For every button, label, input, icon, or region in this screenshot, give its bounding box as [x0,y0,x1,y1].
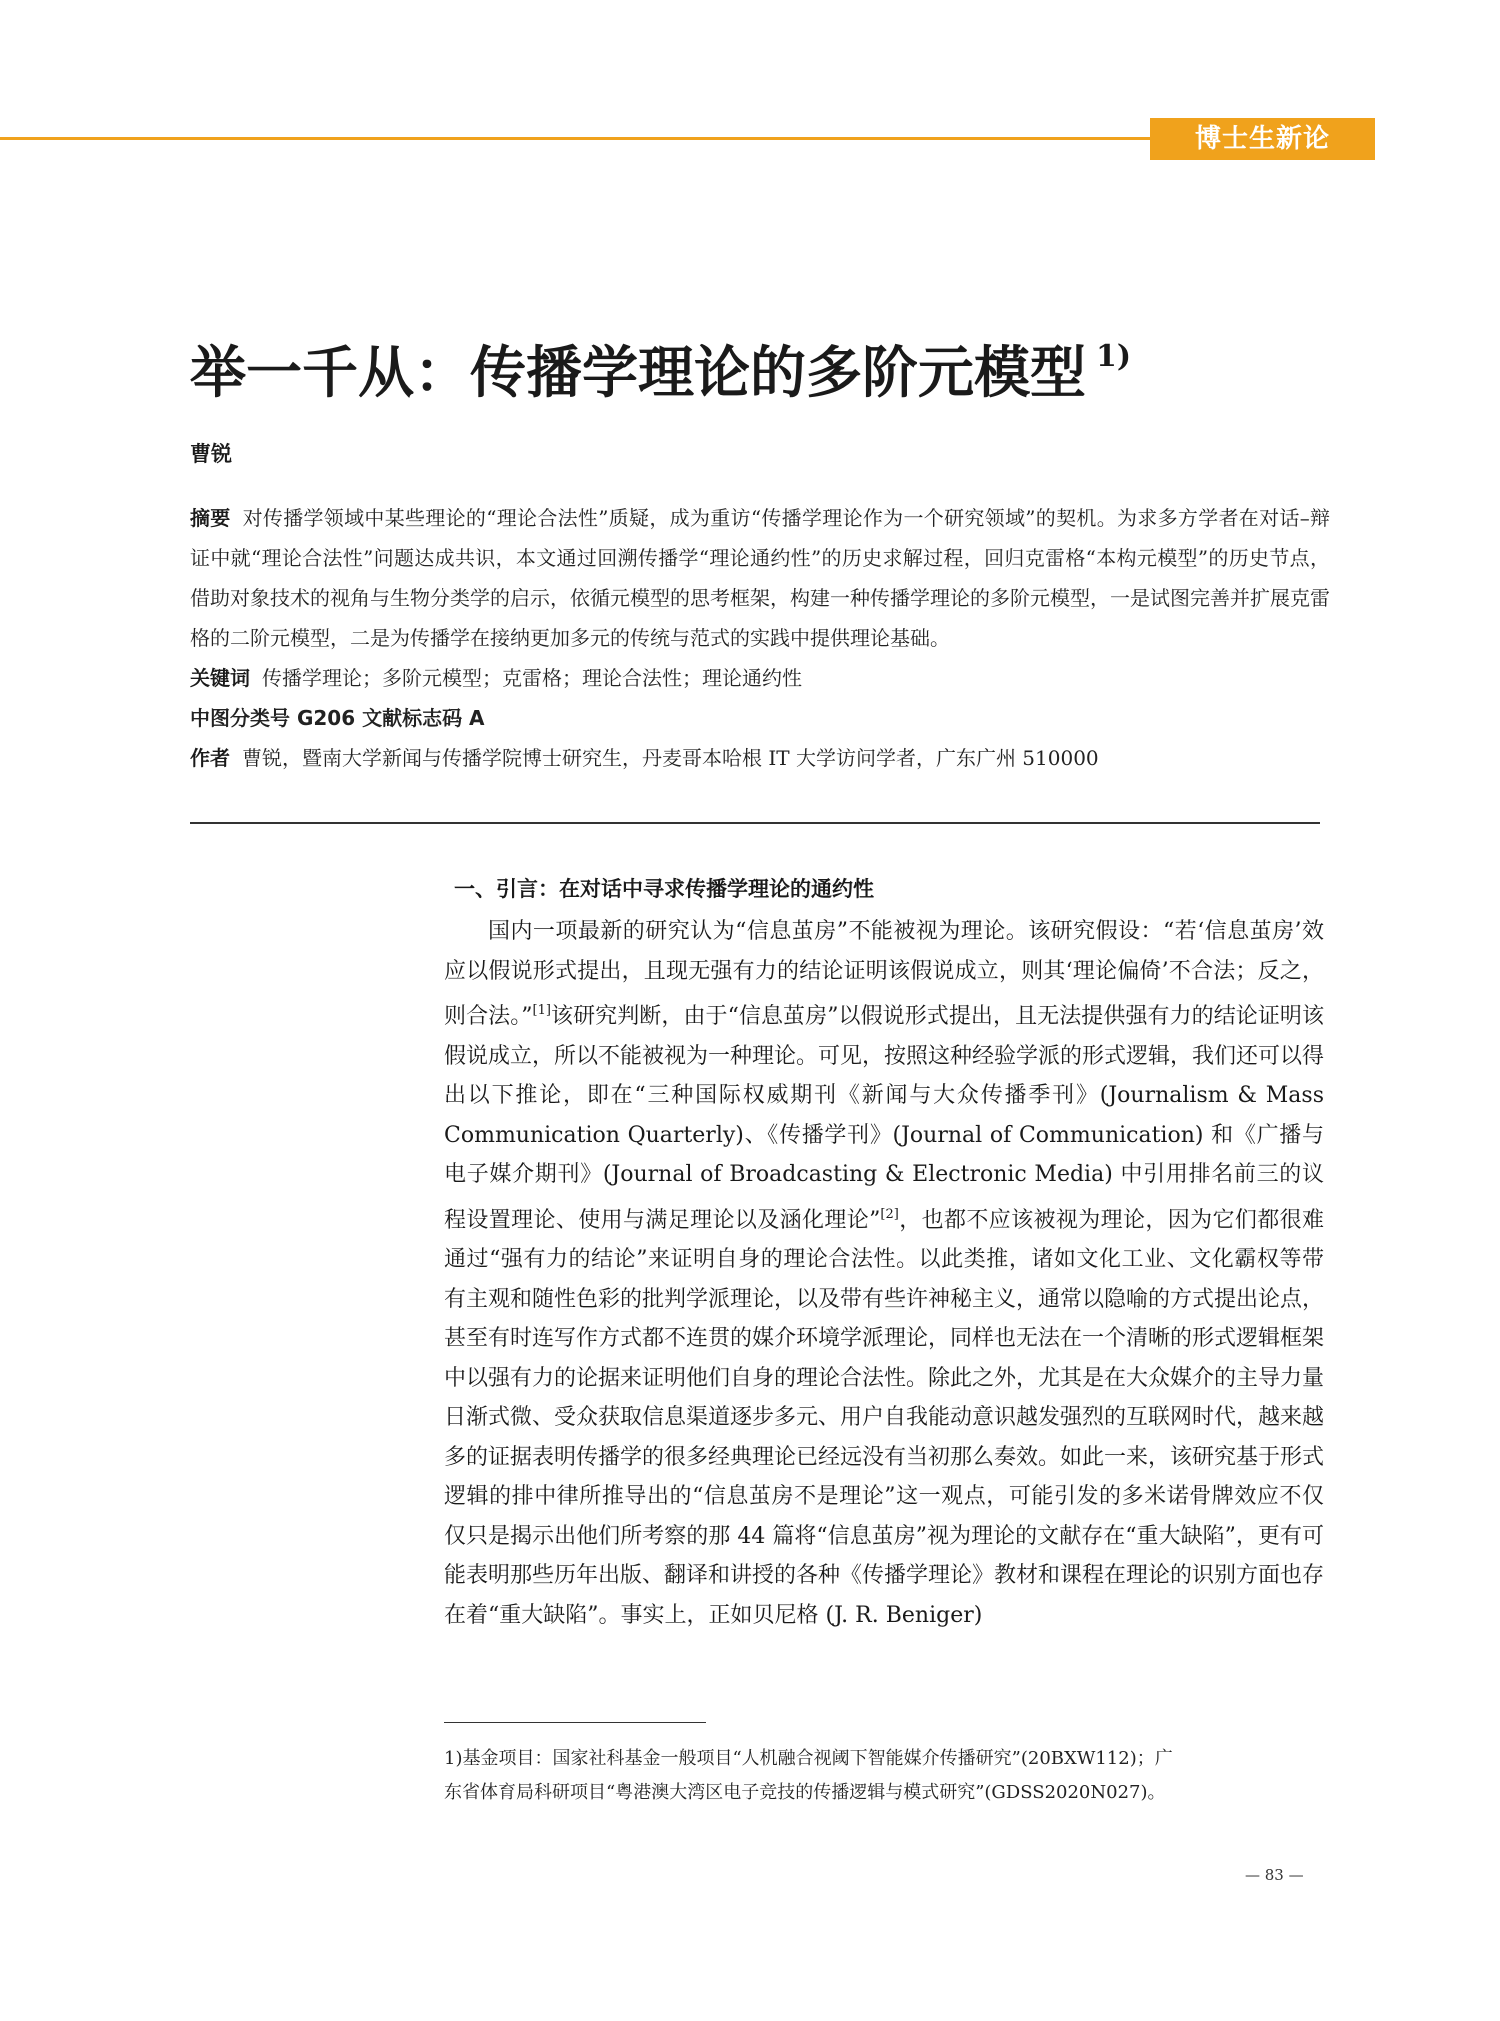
body-text-a: 国内一项最新的研究认为“信息茧房”不能被视为理论。该研究假设：“若‘信息茧房’效应以假说形式提出，且现无强有力的结论证明该假说成立，则其‘理论偏倚’不合法；反之，则合法。” [444,919,1324,1029]
article-title [190,322,1340,408]
article-meta [190,498,1330,778]
abstract-text: 对传播学领域中某些理论的“理论合法性”质疑，成为重访“传播学理论作为一个研究领域”的契机。为求多方学者在对话–辩证中就“理论合法性”问题达成共识，本文通过回溯传播学“理论通约性”的历史求解过程，回归克雷格“本构元模型”的历史节点，借助对象技术的视角与生物分类学的启示，依循元模型的思考框架，构建一种传播学理论的多阶元模型，一是试图完善并扩展克雷格的二阶元模型，二是为传播学在接纳更加多元的传统与范式的实践中提供理论基础。 [190,506,1331,650]
abstract-label: 摘要 [190,506,231,530]
author-name: 曹锐 [190,442,232,466]
footnote-line: 1)基金项目：国家社科基金一般项目“人机融合视阈下智能媒介传播研究”(20BXW112)；广 [444,1748,1173,1769]
footnote-line: 东省体育局科研项目“粤港澳大湾区电子竞技的传播逻辑与模式研究”(GDSS2020N027)。 [444,1782,1166,1803]
divider [190,822,1320,824]
page-number: — 83 — [1245,1866,1304,1884]
header-rule [0,137,1150,140]
title-footnote-marker: 1) [1096,339,1132,374]
classification [190,698,1330,738]
section-heading: 一、引言：在对话中寻求传播学理论的通约性 [454,877,874,901]
footnote-rule [444,1722,706,1723]
footnote [444,1742,1324,1810]
citation-marker: [2] [880,1206,899,1222]
body-text-b: 该研究判断，由于“信息茧房”以假说形式提出，且无法提供强有力的结论证明该假说成立，所以不能被视为一种理论。可见，按照这种经验学派的形式逻辑，我们还可以得出以下推论，即在“三种国际权威期刊《新闻与大众传播季刊》(Journalism & Mass Communication Quarterly)、《传播学刊》(Journal of Communication) 和《广播与电子媒介期刊》(Journal of Broadcasting & Electronic Media) 中引用排名前三的议程设置理论、使用与满足理论以及涵化理论” [444,1004,1325,1233]
classification-text: 中图分类号 G206 文献标志码 A [190,706,485,730]
main-body [444,872,1324,1635]
keywords [190,658,1330,698]
keywords-label: 关键词 [190,666,250,690]
body-text-c: ，也都不应该被视为理论，因为它们都很难通过“强有力的结论”来证明自身的理论合法性。以此类推，诸如文化工业、文化霸权等带有主观和随性色彩的批判学派理论，以及带有些许神秘主义，通常以隐喻的方式提出论点，甚至有时连写作方式都不连贯的媒介环境学派理论，同样也无法在一个清晰的形式逻辑框架中以强有力的论据来证明他们自身的理论合法性。除此之外，尤其是在大众媒介的主导力量日渐式微、受众获取信息渠道逐步多元、用户自我能动意识越发强烈的互联网时代，越来越多的证据表明传播学的很多经典理论已经远没有当初那么奏效。如此一来，该研究基于形式逻辑的排中律所推导出的“信息茧房不是理论”这一观点，可能引发的多米诺骨牌效应不仅仅只是揭示出他们所考察的那 44 篇将“信息茧房”视为理论的文献存在“重大缺陷”，更有可能表明那些历年出版、翻译和讲授的各种《传播学理论》教材和课程在理论的识别方面也存在着“重大缺陷”。事实上，正如贝尼格 (J. R. Beniger) [444,1207,1325,1628]
citation-marker: [1] [532,1003,551,1018]
section-tag: 博士生新论 [1150,118,1375,160]
keywords-text: 传播学理论；多阶元模型；克雷格；理论合法性；理论通约性 [262,666,802,690]
abstract [190,498,1330,658]
body-paragraph [444,912,1324,1635]
title-text: 举一千从：传播学理论的多阶元模型 [190,340,1086,406]
author-info-label: 作者 [190,746,230,770]
author-info [190,738,1330,778]
author-info-text: 曹锐，暨南大学新闻与传播学院博士研究生，丹麦哥本哈根 IT 大学访问学者，广东广州 510000 [242,746,1099,770]
